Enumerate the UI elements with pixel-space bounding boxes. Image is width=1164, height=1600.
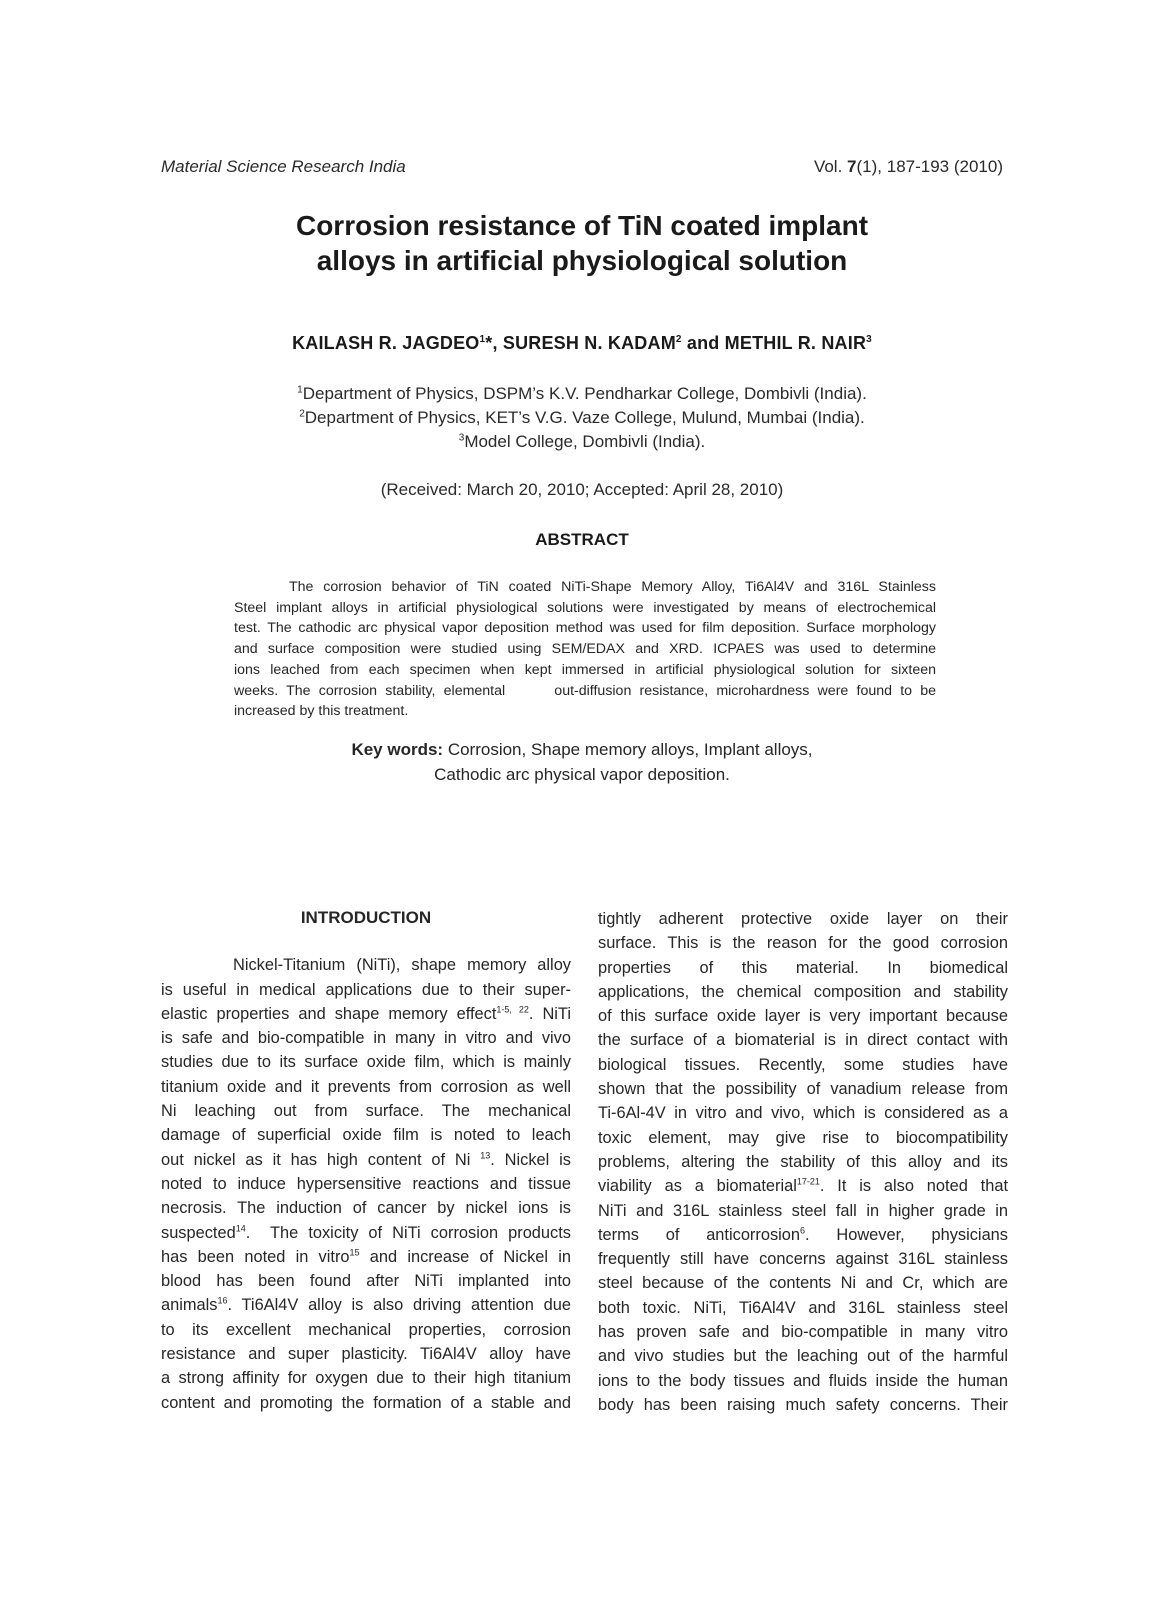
body-line: steel because of the contents Ni and Cr, which are xyxy=(598,1274,1008,1293)
body-text: terms of anticorrosion xyxy=(598,1225,801,1244)
volume-info xyxy=(814,157,1003,177)
affiliation-1-text: Department of Physics, DSPM’s K.V. Pendharkar College, Dombivli (India). xyxy=(302,384,867,403)
body-line: resistance and super plasticity. Ti6Al4V alloy have xyxy=(161,1345,571,1364)
body-line: tightly adherent protective oxide layer on their xyxy=(598,910,1008,928)
body-line: and vivo studies but the leaching out of the harmful xyxy=(598,1347,1008,1366)
introduction-heading: INTRODUCTION xyxy=(300,908,432,927)
body-text: . The toxicity of NiTi corrosion products xyxy=(245,1223,571,1242)
abstract-line: and surface composition were studied using SEM/EDAX and XRD. ICPAES was used to determine xyxy=(234,641,936,658)
corresponding-mark: *, xyxy=(485,333,503,353)
volume-prefix: Vol. xyxy=(813,157,848,176)
volume-number: 7 xyxy=(847,157,857,176)
abstract-line: Steel implant alloys in artificial physiological solutions were investigated by means of electrochemical xyxy=(234,599,936,616)
body-text: has been noted in vitro xyxy=(161,1247,350,1266)
abstract-heading: ABSTRACT xyxy=(535,530,629,549)
body-line: toxic element, may give rise to biocompatibility xyxy=(598,1128,1008,1147)
body-line: surface. This is the reason for the good corrosion xyxy=(598,934,1008,953)
paper-title xyxy=(0,208,1164,278)
body-line: properties of this material. In biomedical xyxy=(598,958,1008,977)
body-line xyxy=(161,1245,571,1269)
abstract-line: test. The cathodic arc physical vapor deposition method was used for film deposition. Surface morphology xyxy=(234,620,936,637)
author-and: and xyxy=(681,333,725,353)
author-3-affil: 3 xyxy=(866,334,872,345)
keywords xyxy=(0,737,1164,787)
body-line: noted to induce hypersensitive reactions and tissue xyxy=(161,1174,571,1193)
affiliation-1-num: 1 xyxy=(297,384,303,396)
body-line xyxy=(598,1223,1008,1247)
affiliation-3-num: 3 xyxy=(458,432,465,444)
citation: 16 xyxy=(217,1295,228,1306)
body-line: applications, the chemical composition and stability xyxy=(598,982,1008,1001)
body-line xyxy=(161,1221,571,1245)
abstract-line: ions leached from each specimen when kept immersed in artificial physiological solution for sixteen xyxy=(234,661,936,678)
body-line: damage of superficial oxide film is noted to leach xyxy=(161,1126,571,1145)
body-text: elastic properties and shape memory effect xyxy=(161,1004,497,1023)
citation: 1-5, 22 xyxy=(496,1004,529,1015)
body-text: . However, physicians xyxy=(805,1225,1008,1244)
journal-name: Material Science Research India xyxy=(161,157,406,176)
body-line: ions to the body tissues and fluids inside the human xyxy=(598,1371,1008,1390)
affiliation-3 xyxy=(0,430,1164,454)
body-text: viability as a biomaterial xyxy=(598,1177,797,1196)
body-line: studies due to its surface oxide film, which is mainly xyxy=(161,1053,571,1072)
author-1-affil: 1 xyxy=(479,334,486,345)
affiliation-2 xyxy=(0,406,1164,430)
body-line: shown that the possibility of vanadium release from xyxy=(598,1080,1008,1099)
body-line: Ti-6Al-4V in vitro and vivo, which is considered as a xyxy=(598,1104,1008,1123)
body-text: suspected xyxy=(161,1223,236,1242)
citation: 13 xyxy=(480,1150,491,1161)
abstract-line: increased by this treatment. xyxy=(234,703,409,720)
body-line: problems, altering the stability of this alloy and its xyxy=(598,1152,1008,1171)
body-line: frequently still have concerns against 316L stainless xyxy=(598,1250,1008,1269)
keywords-list-1: Corrosion, Shape memory alloys, Implant alloys, xyxy=(443,740,813,759)
author-1: KAILASH R. JAGDEO xyxy=(292,333,480,353)
body-text: animals xyxy=(161,1296,218,1315)
keywords-line-1 xyxy=(0,737,1164,762)
abstract-line: weeks. The corrosion stability, elemental out-diffusion resistance, microhardness were found to be xyxy=(234,682,936,699)
body-line xyxy=(161,1148,571,1172)
body-text: . Ti6Al4V alloy is also driving attention due xyxy=(227,1296,571,1315)
body-line: both toxic. NiTi, Ti6Al4V and 316L stainless steel xyxy=(598,1298,1008,1317)
body-text: . NiTi xyxy=(528,1004,571,1023)
keywords-label: Key words: xyxy=(351,740,444,759)
title-line-2: alloys in artificial physiological solution xyxy=(316,245,848,276)
volume-pages: (1), 187-193 (2010) xyxy=(856,157,1003,176)
body-line: Nickel-Titanium (NiTi), shape memory alloy xyxy=(233,956,571,975)
body-line: titanium oxide and it prevents from corrosion as well xyxy=(161,1077,571,1096)
introduction-right-column xyxy=(598,907,1008,1417)
citation: 17-21 xyxy=(796,1176,820,1187)
affiliation-1 xyxy=(0,382,1164,406)
author-3: METHIL R. NAIR xyxy=(724,333,867,353)
affiliation-3-text: Model College, Dombivli (India). xyxy=(464,432,706,451)
body-line: is safe and bio-compatible in many in vitro and vivo xyxy=(161,1029,571,1048)
affiliation-2-num: 2 xyxy=(299,408,305,420)
body-line: NiTi and 316L stainless steel fall in higher grade in xyxy=(598,1201,1008,1220)
body-line: a strong affinity for oxygen due to their high titanium xyxy=(161,1369,571,1388)
body-line: to its excellent mechanical properties, corrosion xyxy=(161,1320,571,1339)
body-line: body has been raising much safety concerns. Their xyxy=(598,1395,1008,1414)
body-line xyxy=(161,1293,571,1317)
citation: 6 xyxy=(800,1225,806,1236)
abstract-body xyxy=(234,577,936,722)
author-2-affil: 2 xyxy=(675,334,682,345)
citation: 15 xyxy=(349,1247,360,1258)
received-dates: (Received: March 20, 2010; Accepted: April 28, 2010) xyxy=(380,480,784,499)
body-line xyxy=(598,1174,1008,1198)
abstract-line: The corrosion behavior of TiN coated NiTi-Shape Memory Alloy, Ti6Al4V and 316L Stainless xyxy=(289,579,936,595)
author-2: SURESH N. KADAM xyxy=(502,333,676,353)
body-text: . Nickel is xyxy=(490,1150,571,1169)
body-line: necrosis. The induction of cancer by nickel ions is xyxy=(161,1199,571,1218)
affiliation-2-text: Department of Physics, KET’s V.G. Vaze College, Mulund, Mumbai (India). xyxy=(304,408,865,427)
body-line: biological tissues. Recently, some studies have xyxy=(598,1055,1008,1074)
affiliations xyxy=(0,382,1164,454)
body-line: has proven safe and bio-compatible in many vitro xyxy=(598,1323,1008,1342)
introduction-left-column xyxy=(161,907,571,1415)
body-line: of this surface oxide layer is very important because xyxy=(598,1007,1008,1026)
keywords-line-2: Cathodic arc physical vapor deposition. xyxy=(434,765,730,784)
author-list xyxy=(0,333,1164,354)
body-text: . It is also noted that xyxy=(819,1177,1008,1196)
title-line-1: Corrosion resistance of TiN coated implant xyxy=(295,210,869,241)
body-line: Ni leaching out from surface. The mechanical xyxy=(161,1102,571,1121)
body-text: out nickel as it has high content of Ni xyxy=(161,1150,481,1169)
body-text: and increase of Nickel in xyxy=(359,1247,572,1266)
body-line: content and promoting the formation of a stable and xyxy=(161,1393,571,1412)
body-line: the surface of a biomaterial is in direct contact with xyxy=(598,1031,1008,1050)
body-line: is useful in medical applications due to their super- xyxy=(161,980,571,999)
body-line xyxy=(161,1002,571,1026)
body-line: blood has been found after NiTi implanted into xyxy=(161,1272,571,1291)
citation: 14 xyxy=(235,1223,246,1234)
